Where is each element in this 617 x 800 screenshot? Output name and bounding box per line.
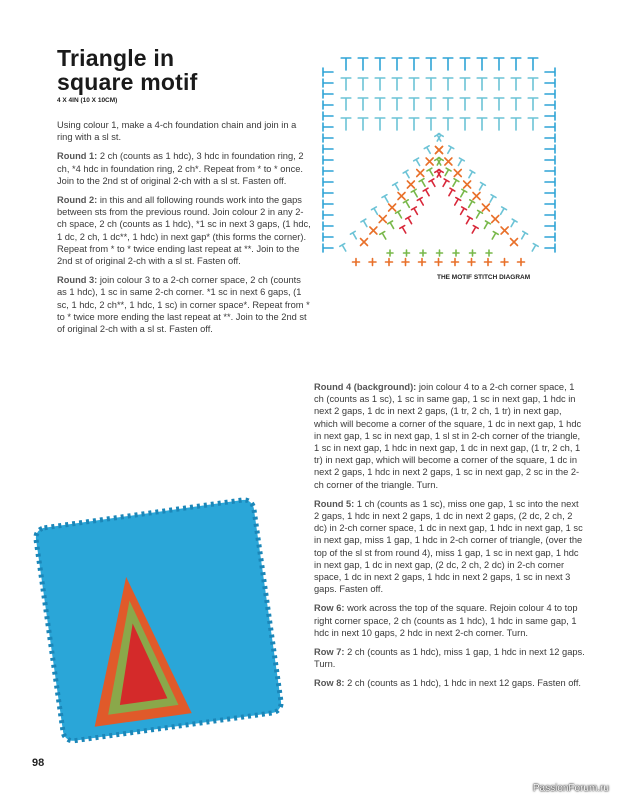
intro-paragraph: Using colour 1, make a 4-ch foundation chain and join in a ring with a sl st. — [57, 120, 297, 143]
side-stitch-symbol — [545, 123, 555, 131]
hdc-symbol — [494, 58, 504, 70]
round-text: work across the top of the square. Rejoin colour 4 to top right corner space, 2 ch (counts as 1 hdc), 1 hdc in same gap, 1 hdc in next 10 gaps, 2 hdc in next 2-ch corner. Turn. — [314, 603, 578, 638]
round-text: 2 ch (counts as 1 hdc), 1 hdc in next 12 gaps. Fasten off. — [344, 678, 582, 689]
hdc-symbol — [443, 78, 453, 90]
side-stitch-symbol — [545, 222, 555, 230]
sc-symbol — [402, 259, 409, 266]
triangle-stitch-symbol — [474, 210, 482, 219]
hdc-symbol — [392, 78, 402, 90]
hdc-symbol — [426, 98, 436, 110]
triangle-stitch-symbol — [470, 226, 478, 235]
sc-symbol — [468, 259, 475, 266]
round-4 — [314, 381, 586, 491]
triangle-stitch-symbol — [445, 146, 453, 155]
triangle-stitch-symbol — [446, 188, 454, 197]
round-3 — [57, 274, 312, 335]
triangle-stitch-symbol — [511, 239, 518, 246]
hdc-symbol — [375, 118, 385, 130]
side-stitch-symbol — [545, 112, 555, 120]
sc-symbol — [453, 250, 459, 256]
side-stitch-symbol — [545, 90, 555, 98]
hdc-symbol — [511, 78, 521, 90]
hdc-symbol — [392, 58, 402, 70]
triangle-stitch-symbol — [490, 232, 498, 241]
triangle-stitch-symbol — [424, 146, 432, 155]
triangle-stitch-symbol — [466, 170, 474, 179]
hdc-symbol — [375, 58, 385, 70]
round-label: Round 4 (background): — [314, 382, 417, 392]
hdc-symbol — [528, 78, 538, 90]
triangle-stitch-symbol — [509, 219, 517, 228]
hdc-symbol — [409, 78, 419, 90]
hdc-symbol — [477, 98, 487, 110]
triangle-stitch-symbol — [492, 216, 499, 223]
triangle-stitch-symbol — [488, 195, 496, 204]
round-text: join colour 4 to a 2-ch corner space, 1 ch (counts as 1 sc), 1 sc in same gap, 1 sc in next gap, 1 hdc in next 2 gaps, 1 dc in next 2 gaps, (1 tr, 2 ch, 1 tr) in next gap, which will become a corner of the square, 1 dc in next gap, 1 hdc in next gap, 1 sc in next gap, 1 sl st in 2-ch corner of the triangle, 1 sc in next gap, 1 hdc in next gap, 1 dc in next gap, (1 tr, 2 ch, 1 tr) in next gap, which will become a corner of the square, 1 dc in next 2 gaps, 1 hdc in next 2 gaps, 1 sc in next gap, 2 sc in the 2-ch corner of the triangle. Turn. — [314, 382, 582, 490]
triangle-stitch-symbol — [464, 216, 472, 225]
triangle-stitch-symbol — [498, 207, 506, 216]
round-2 — [57, 194, 312, 267]
hdc-symbol — [460, 58, 470, 70]
side-stitch-symbol — [545, 189, 555, 197]
side-stitch-symbol — [545, 178, 555, 186]
triangle-stitch-symbol — [411, 207, 419, 216]
triangle-stitch-symbol — [398, 193, 405, 200]
triangle-stitch-symbol — [441, 179, 449, 188]
triangle-stitch-symbol — [411, 189, 419, 198]
title-line-1: Triangle in — [57, 45, 175, 71]
triangle-stitch-symbol — [458, 207, 466, 216]
hdc-symbol — [460, 78, 470, 90]
round-label: Round 5: — [314, 498, 355, 509]
triangle-stitch-symbol — [396, 210, 404, 219]
side-stitch-symbol — [545, 167, 555, 175]
side-stitch-symbol — [323, 211, 333, 219]
triangle-stitch-symbol — [456, 158, 464, 167]
side-stitch-symbol — [545, 101, 555, 109]
triangle-stitch-symbol — [445, 158, 452, 165]
side-stitch-symbol — [323, 244, 333, 252]
hdc-symbol — [358, 98, 368, 110]
sc-symbol — [419, 259, 426, 266]
side-stitch-symbol — [545, 134, 555, 142]
side-stitch-symbol — [323, 79, 333, 87]
hdc-symbol — [443, 98, 453, 110]
side-stitch-symbol — [323, 123, 333, 131]
triangle-stitch-symbol — [403, 200, 411, 209]
triangle-stitch-symbol — [361, 239, 368, 246]
triangle-stitch-symbol — [380, 232, 388, 241]
left-column — [57, 119, 312, 342]
side-stitch-symbol — [323, 178, 333, 186]
triangle-stitch-symbol — [473, 193, 480, 200]
hdc-symbol — [358, 58, 368, 70]
side-stitch-symbol — [323, 90, 333, 98]
page-number: 98 — [32, 757, 45, 769]
hdc-symbol — [477, 78, 487, 90]
triangle-stitch-symbol — [419, 179, 427, 188]
triangle-stitch-symbol — [464, 181, 471, 188]
triangle-stitch-symbol — [371, 207, 379, 216]
triangle-stitch-symbol — [414, 158, 422, 167]
side-stitch-symbol — [323, 200, 333, 208]
crochet-motif-photo — [20, 485, 295, 750]
round-5 — [314, 498, 586, 596]
triangle-stitch-symbol — [466, 200, 474, 209]
triangle-stitch-symbol — [393, 182, 401, 191]
triangle-stitch-symbol — [454, 170, 461, 177]
round-label: Row 8: — [314, 678, 345, 689]
triangle-stitch-symbol — [451, 179, 459, 188]
right-column — [314, 381, 586, 697]
sc-symbol — [470, 250, 476, 256]
hdc-symbol — [528, 118, 538, 130]
stitch-diagram — [318, 52, 560, 270]
side-stitch-symbol — [545, 68, 555, 76]
side-stitch-symbol — [323, 189, 333, 197]
round-text: in this and all following rounds work into the gaps between sts from the previous round. Join colour 2 in any 2-ch space, 2 ch (counts as 1 hdc), *1 sc in next 3 gaps, (1 hdc, 1 dc, 2 ch, 1 dc**, 1 hdc) in next gap* (this forms the corner). Repeat from * to * twice ending last repeat at **. Join to the 2nd st of original 2-ch with a sl st. Fasten off. — [57, 195, 311, 267]
side-stitch-symbol — [323, 222, 333, 230]
hdc-symbol — [511, 58, 521, 70]
row-7 — [314, 646, 586, 670]
triangle-stitch-symbol — [519, 231, 527, 240]
triangle-stitch-symbol — [436, 147, 443, 154]
hdc-symbol — [443, 118, 453, 130]
hdc-symbol — [477, 58, 487, 70]
sc-symbol — [353, 259, 360, 266]
hdc-symbol — [392, 118, 402, 130]
triangle-stitch-symbol — [477, 182, 485, 191]
hdc-symbol — [358, 78, 368, 90]
round-label: Round 1: — [57, 151, 98, 162]
triangle-stitch-symbol — [417, 170, 424, 177]
hdc-symbol — [460, 118, 470, 130]
sc-symbol — [501, 259, 508, 266]
hdc-symbol — [375, 78, 385, 90]
sc-symbol — [518, 259, 525, 266]
side-stitch-symbol — [323, 68, 333, 76]
round-label: Round 3: — [57, 275, 98, 286]
triangle-stitch-symbol — [426, 158, 433, 165]
round-text: join colour 3 to a 2-ch corner space, 2 ch (counts as 1 hdc), 1 sc in same 2-ch corner. *1 sc in next 6 gaps, (1 sc, 1 hdc, 2 ch**, 1 hdc, 1 sc) in corner space*. Repeat from * to * twice more ending the last repeat at **. Join to the 2nd st of original 2-ch with a sl st. Fasten off. — [57, 275, 310, 335]
hdc-symbol — [494, 118, 504, 130]
hdc-symbol — [460, 98, 470, 110]
triangle-stitch-symbol — [406, 216, 414, 225]
triangle-stitch-symbol — [350, 231, 358, 240]
hdc-symbol — [409, 118, 419, 130]
hdc-symbol — [511, 118, 521, 130]
hdc-symbol — [409, 58, 419, 70]
hdc-symbol — [443, 58, 453, 70]
hdc-symbol — [494, 78, 504, 90]
triangle-stitch-symbol — [417, 198, 425, 207]
triangle-stitch-symbol — [458, 189, 466, 198]
side-stitch-symbol — [323, 145, 333, 153]
title-line-2: square motif — [57, 69, 198, 95]
triangle-stitch-symbol — [429, 179, 437, 188]
triangle-stitch-symbol — [452, 198, 460, 207]
side-stitch-symbol — [545, 244, 555, 252]
sc-symbol — [485, 259, 492, 266]
triangle-stitch-symbol — [482, 221, 490, 230]
side-stitch-symbol — [323, 101, 333, 109]
hdc-symbol — [528, 58, 538, 70]
hdc-symbol — [426, 58, 436, 70]
diagram-caption: THE MOTIF STITCH DIAGRAM — [437, 274, 531, 281]
hdc-symbol — [426, 78, 436, 90]
triangle-stitch-symbol — [370, 227, 377, 234]
sc-symbol — [386, 259, 393, 266]
side-stitch-symbol — [323, 156, 333, 164]
round-label: Row 6: — [314, 603, 345, 614]
side-stitch-symbol — [545, 211, 555, 219]
side-stitch-symbol — [323, 134, 333, 142]
round-text: 2 ch (counts as 1 hdc), miss 1 gap, 1 hdc in next 12 gaps. Turn. — [314, 647, 585, 670]
sc-symbol — [452, 259, 459, 266]
side-stitch-symbol — [323, 112, 333, 120]
triangle-stitch-symbol — [340, 244, 348, 253]
round-text: 2 ch (counts as 1 hdc), 3 hdc in foundation ring, 2 ch, *4 hdc in foundation ring, 2 ch*. Repeat from * to * once. Join to the 2nd st of original 2-ch with a sl st. Fasten off. — [57, 151, 304, 186]
triangle-stitch-symbol — [423, 188, 431, 197]
triangle-stitch-symbol — [400, 226, 408, 235]
hdc-symbol — [392, 98, 402, 110]
triangle-stitch-symbol — [379, 216, 386, 223]
triangle-stitch-symbol — [501, 227, 508, 234]
side-stitch-symbol — [545, 145, 555, 153]
round-label: Round 2: — [57, 195, 98, 206]
triangle-stitch-symbol — [530, 244, 538, 253]
hdc-symbol — [409, 98, 419, 110]
page-title — [57, 46, 197, 94]
sc-symbol — [435, 259, 442, 266]
sc-symbol — [387, 250, 393, 256]
triangle-stitch-symbol — [382, 195, 390, 204]
triangle-stitch-symbol — [388, 221, 396, 230]
triangle-stitch-symbol — [403, 170, 411, 179]
side-stitch-symbol — [545, 156, 555, 164]
hdc-symbol — [426, 118, 436, 130]
triangle-stitch-symbol — [361, 219, 369, 228]
side-stitch-symbol — [545, 79, 555, 87]
triangle-stitch-symbol — [482, 204, 489, 211]
hdc-symbol — [494, 98, 504, 110]
side-stitch-symbol — [323, 233, 333, 241]
sc-symbol — [437, 250, 443, 256]
sc-symbol — [404, 250, 410, 256]
hdc-symbol — [511, 98, 521, 110]
row-6 — [314, 602, 586, 639]
triangle-stitch-symbol — [389, 204, 396, 211]
triangle-stitch-symbol — [407, 181, 414, 188]
sc-symbol — [369, 259, 376, 266]
side-stitch-symbol — [545, 233, 555, 241]
round-label: Row 7: — [314, 647, 345, 658]
hdc-symbol — [358, 118, 368, 130]
side-stitch-symbol — [323, 167, 333, 175]
hdc-symbol — [341, 58, 351, 70]
side-stitch-symbol — [545, 200, 555, 208]
sc-symbol — [486, 250, 492, 256]
hdc-symbol — [528, 98, 538, 110]
round-1 — [57, 150, 312, 187]
row-8 — [314, 677, 586, 689]
round-text: 1 ch (counts as 1 sc), miss one gap, 1 sc into the next 2 gaps, 1 hdc in next 2 gaps, 1 dc in next 2 gaps, (2 dc, 2 ch, 2 dc) in 2-ch corner space, 1 dc in next gap, 1 hdc in next gap, 1 sc in next gap, miss 1 gap, 1 hdc in 2-ch corner of triangle, (over the top of the sl st from round 4), miss 1 gap, 1 sc in next gap, 1 hdc in next gap, 1 dc in next gap, (2 dc, 2 ch, 2 dc) in 2-ch corner space, 1 dc in next 2 gaps, 1 hdc in next 2 gaps, 1 sc in next 3 gaps. Fasten off. — [314, 498, 583, 595]
watermark: PassionForum.ru — [532, 783, 609, 794]
hdc-symbol — [341, 118, 351, 130]
hdc-symbol — [341, 78, 351, 90]
sc-symbol — [420, 250, 426, 256]
motif-size: 4 X 4IN (10 X 10CM) — [57, 97, 118, 104]
hdc-symbol — [341, 98, 351, 110]
hdc-symbol — [375, 98, 385, 110]
hdc-symbol — [477, 118, 487, 130]
